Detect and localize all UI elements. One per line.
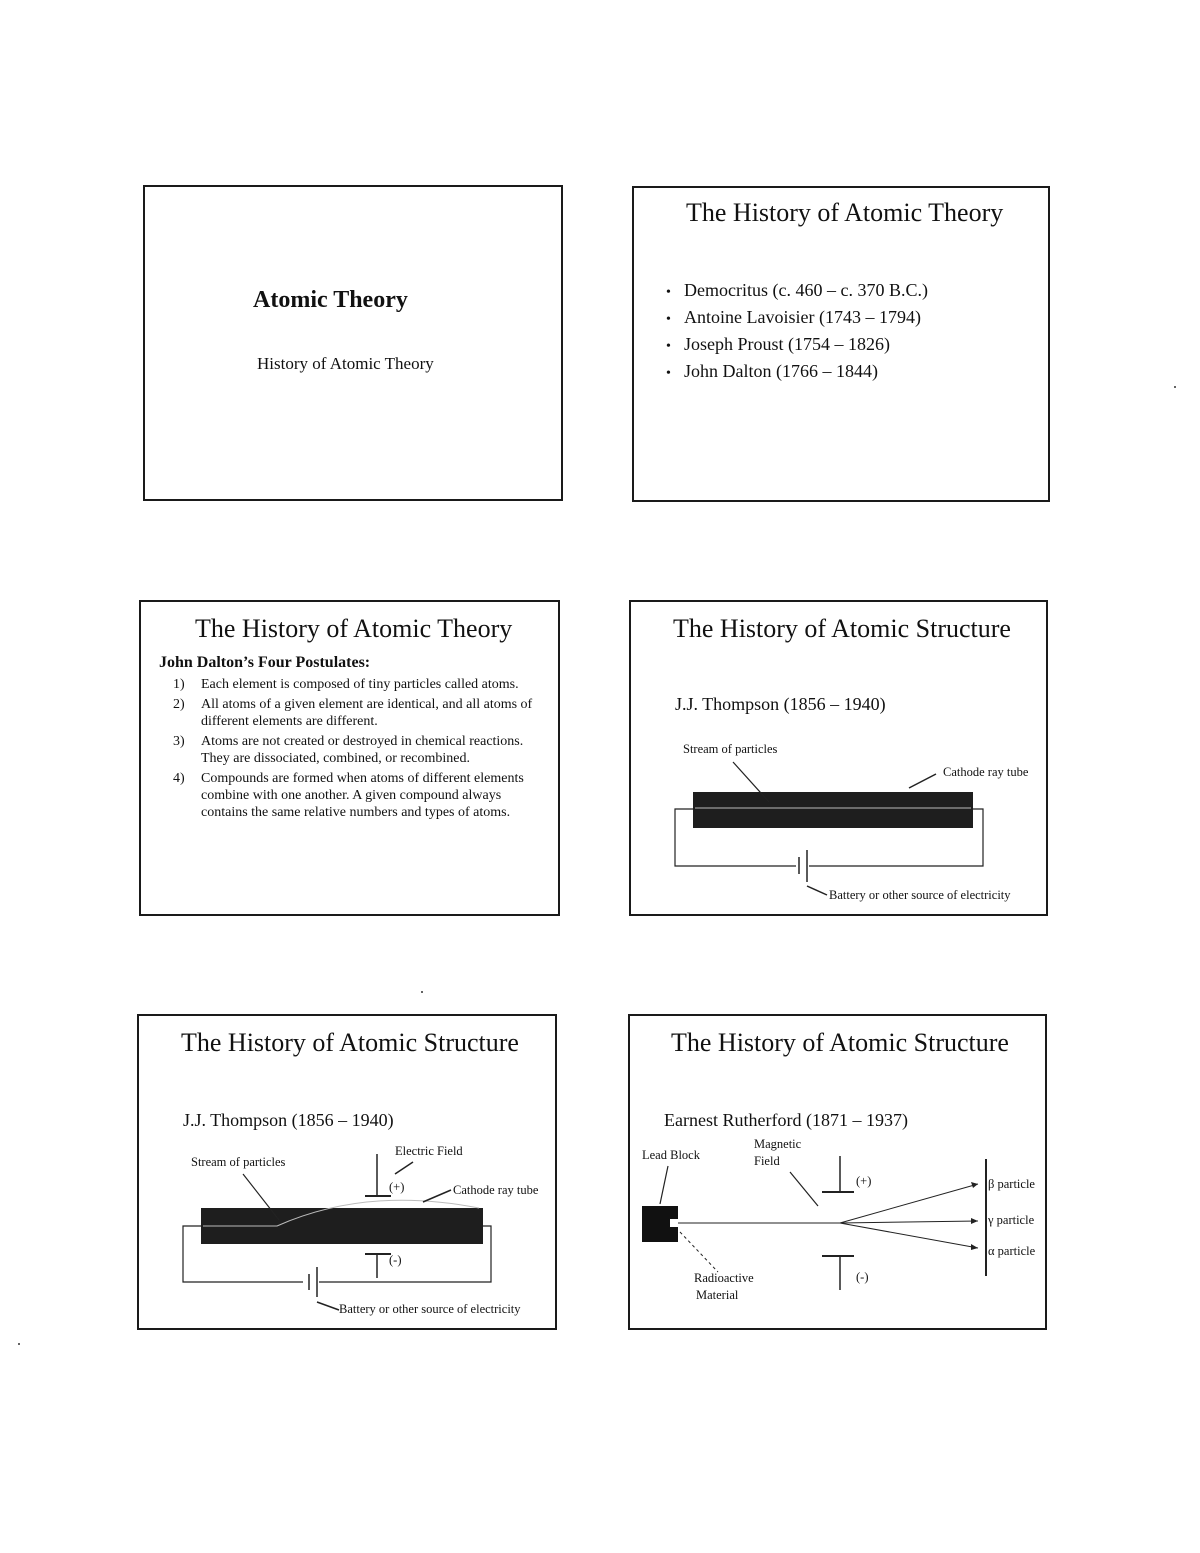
- pointer-line: [317, 1302, 339, 1310]
- negative-label: (-): [389, 1253, 402, 1267]
- radioactive-material: [670, 1219, 678, 1227]
- slide-4-thompson-tube: [629, 600, 1048, 916]
- list-item: 4) Compounds are formed when atoms of different elements combine with one another. A given compound always contains the same relative numbers and types of atoms.: [173, 771, 524, 820]
- scientist-name: J.J. Thompson (1856 – 1940): [675, 694, 886, 714]
- list-item: • Antoine Lavoisier (1743 – 1794): [666, 307, 928, 328]
- slide-1-subtitle: History of Atomic Theory: [257, 354, 434, 373]
- electric-field-label: Electric Field: [395, 1144, 463, 1158]
- alpha-particle-label: α particle: [988, 1244, 1036, 1258]
- pointer-line: [680, 1232, 718, 1272]
- stream-label: Stream of particles: [191, 1155, 286, 1169]
- slide-6-title: The History of Atomic Structure: [671, 1028, 1009, 1057]
- scientist-name: Earnest Rutherford (1871 – 1937): [664, 1110, 908, 1130]
- postulates-list: [173, 676, 535, 824]
- lead-block-label: Lead Block: [642, 1148, 700, 1162]
- pointer-line: [423, 1190, 451, 1202]
- pointer-line: [790, 1172, 818, 1206]
- radioactive-label-1: Radioactive: [694, 1271, 754, 1285]
- list-item: • Democritus (c. 460 – c. 370 B.C.): [666, 280, 928, 301]
- positive-label: (+): [389, 1180, 405, 1194]
- slide-5-title: The History of Atomic Structure: [181, 1028, 519, 1057]
- gamma-particle-label: γ particle: [988, 1213, 1035, 1227]
- list-item: 3) Atoms are not created or destroyed in chemical reactions. They are dissociated, combined, or recombined.: [173, 734, 524, 766]
- positive-label: (+): [856, 1174, 872, 1188]
- arrow-head: [971, 1244, 978, 1250]
- beta-path: [840, 1184, 978, 1223]
- slide-2-scientists: [632, 186, 1050, 502]
- pointer-line: [807, 886, 827, 895]
- scan-speck: [18, 1343, 20, 1345]
- radioactive-label-2: Material: [696, 1288, 739, 1302]
- battery-label: Battery or other source of electricity: [829, 888, 1011, 902]
- pointer-line: [660, 1166, 668, 1204]
- magnetic-field-label-1: Magnetic: [754, 1137, 802, 1151]
- negative-label: (-): [856, 1270, 869, 1284]
- alpha-path: [840, 1223, 978, 1248]
- slide-3-title: The History of Atomic Theory: [195, 614, 513, 643]
- arrow-head: [971, 1182, 978, 1188]
- slide-5-thompson-field: [137, 1014, 557, 1330]
- arrow-head: [971, 1218, 978, 1224]
- list-item: 2) All atoms of a given element are identical, and all atoms of different elements are different.: [173, 697, 533, 729]
- scientist-name: J.J. Thompson (1856 – 1940): [183, 1110, 394, 1130]
- list-item: • John Dalton (1766 – 1844): [666, 361, 928, 382]
- electric-field-diagram: [139, 1016, 555, 1328]
- slide-3-postulates: [139, 600, 560, 916]
- list-item: • Joseph Proust (1754 – 1826): [666, 334, 928, 355]
- scientist-list: [666, 280, 928, 388]
- list-item: 1) Each element is composed of tiny particles called atoms.: [173, 677, 519, 692]
- tube-label: Cathode ray tube: [453, 1183, 539, 1197]
- scan-speck: [421, 991, 423, 993]
- pointer-line: [909, 774, 936, 788]
- battery-label: Battery or other source of electricity: [339, 1302, 521, 1316]
- gamma-path: [840, 1221, 978, 1223]
- magnetic-field-label-2: Field: [754, 1154, 780, 1168]
- scan-speck: [1174, 386, 1176, 388]
- slide-6-rutherford: [628, 1014, 1047, 1330]
- pointer-line: [395, 1162, 413, 1174]
- slide-1-title: [143, 185, 563, 501]
- cathode-ray-diagram: [631, 602, 1046, 914]
- slide-4-title: The History of Atomic Structure: [673, 614, 1011, 643]
- slide-1-heading: Atomic Theory: [253, 287, 408, 313]
- rutherford-diagram: [630, 1016, 1045, 1328]
- beta-particle-label: β particle: [988, 1177, 1035, 1191]
- cathode-ray-tube: [693, 792, 973, 828]
- tube-label: Cathode ray tube: [943, 765, 1029, 779]
- postulates-heading: John Dalton’s Four Postulates:: [159, 654, 371, 671]
- stream-label: Stream of particles: [683, 742, 778, 756]
- slide-2-title: The History of Atomic Theory: [686, 198, 1004, 227]
